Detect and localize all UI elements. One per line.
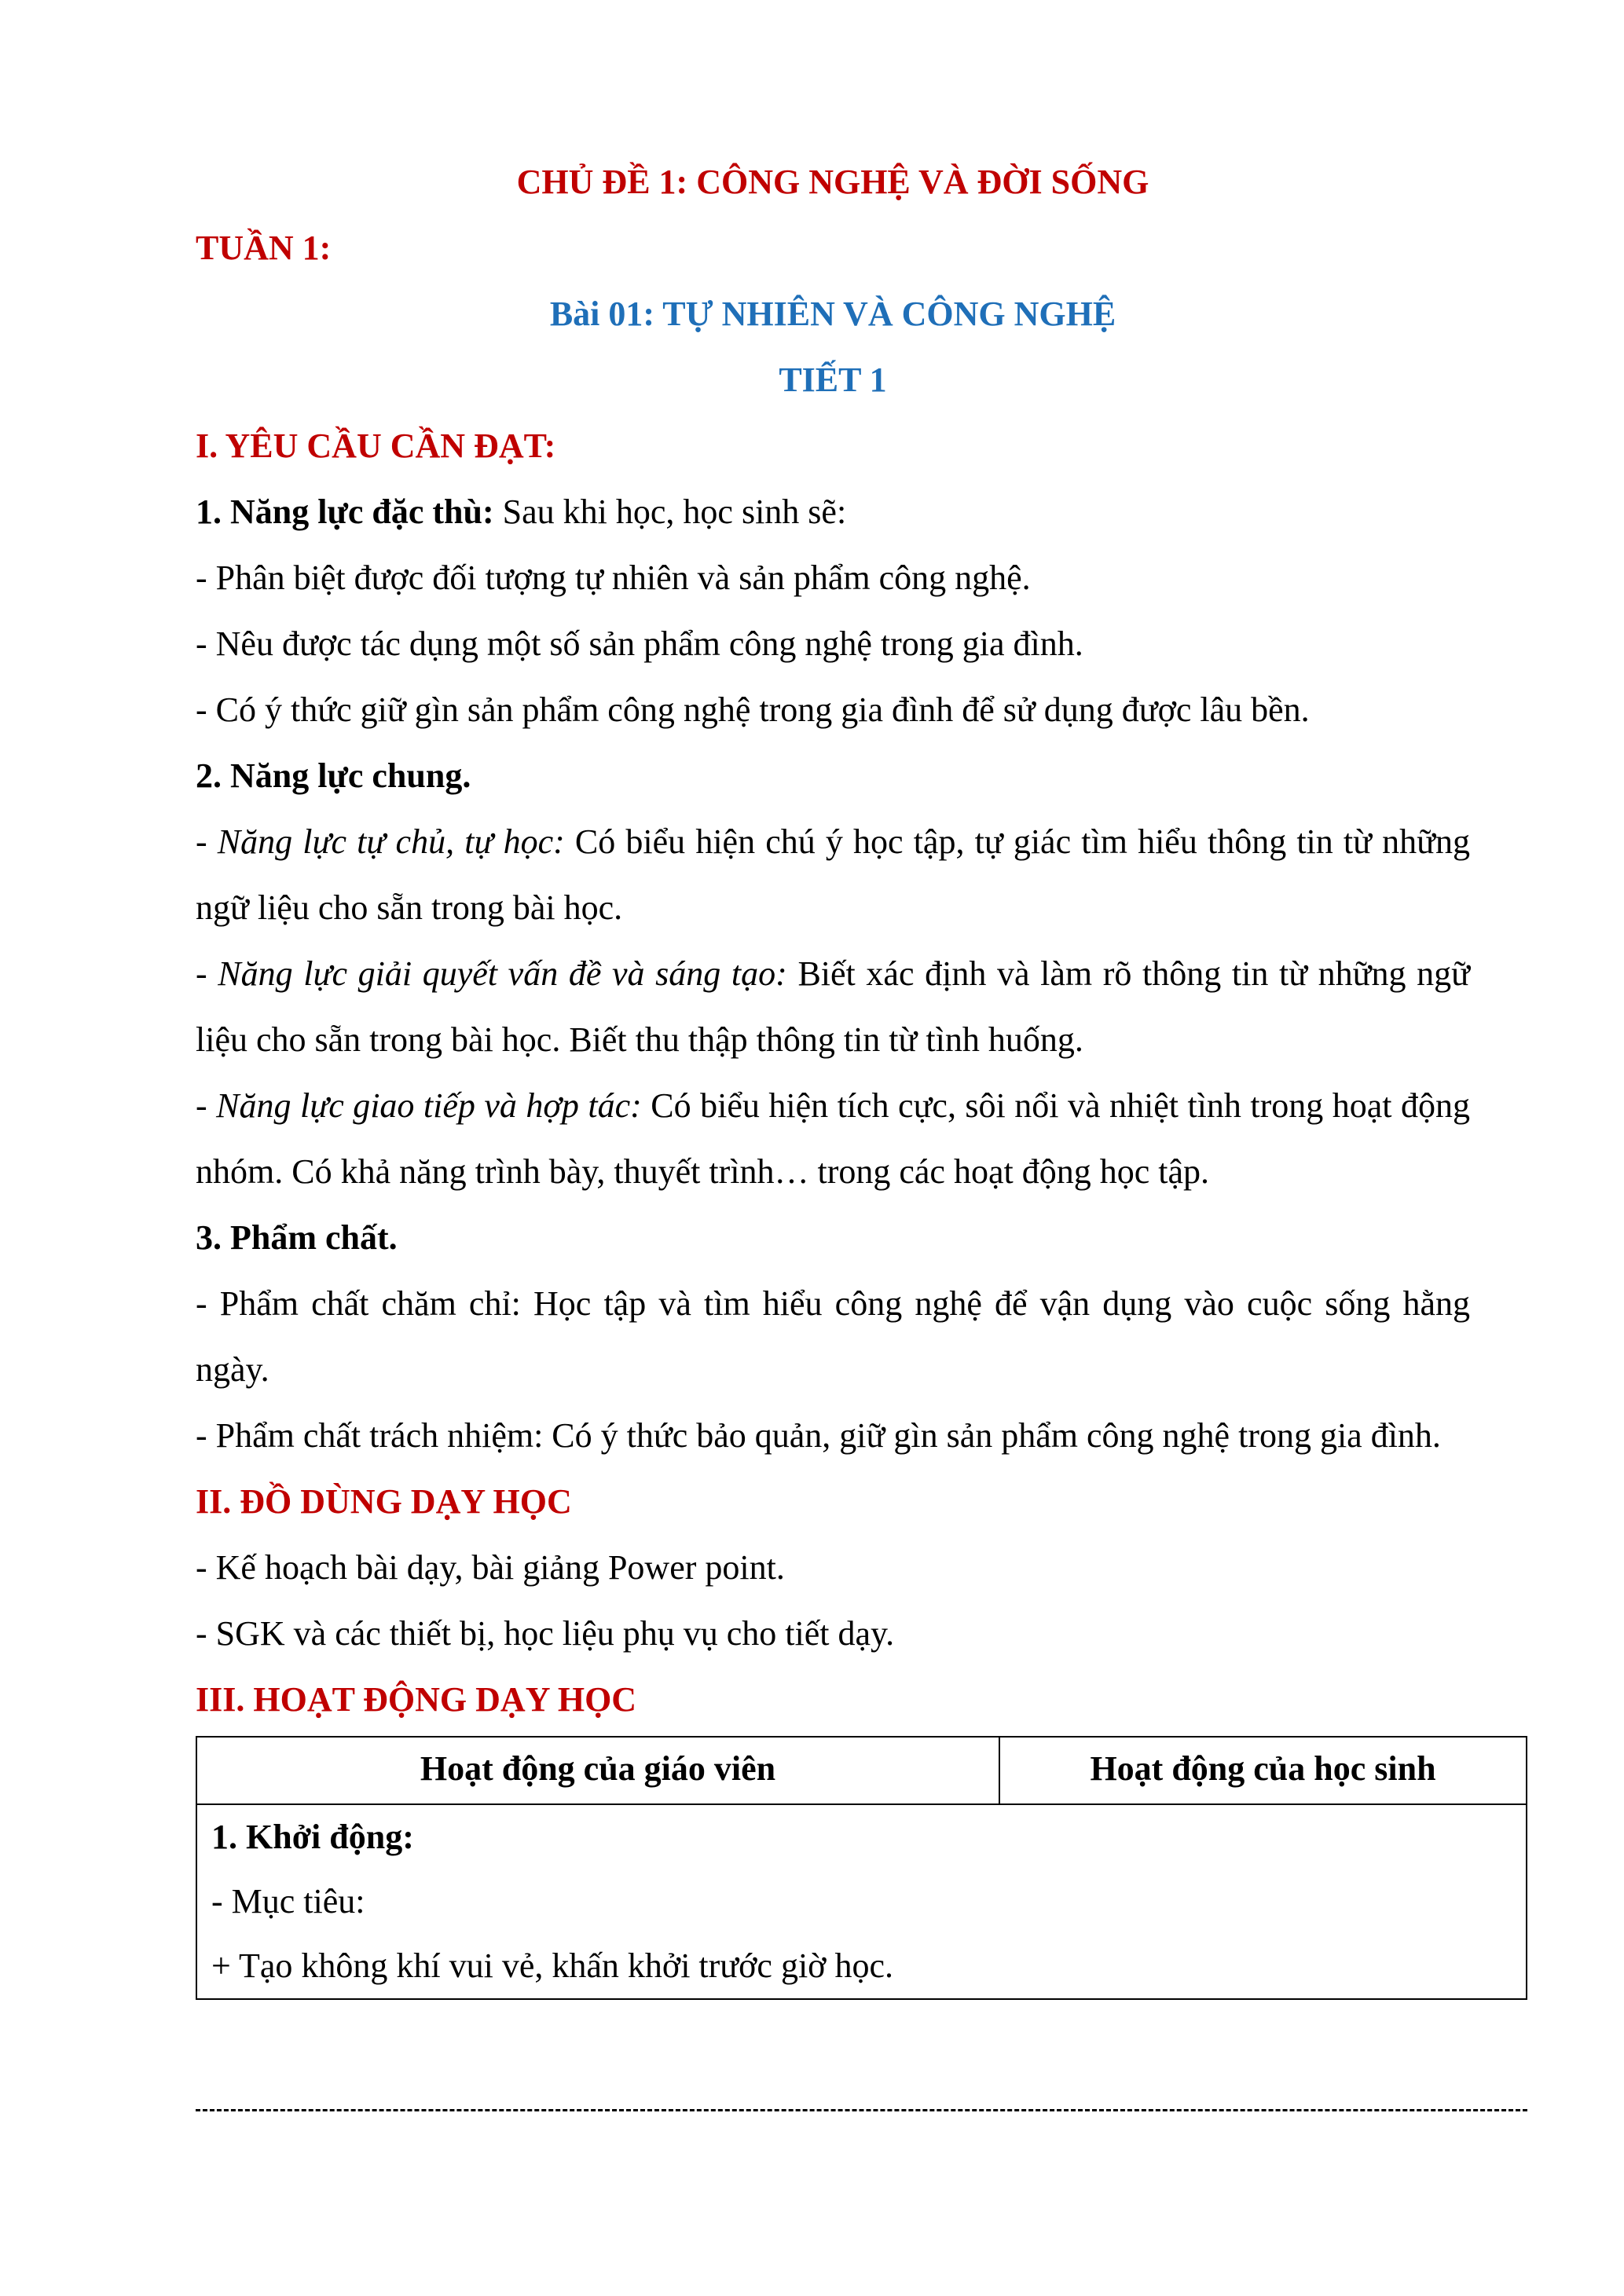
competence-name: Năng lực giao tiếp và hợp tác: [216,1086,642,1125]
specific-competence [196,479,1470,545]
section-2-heading: II. ĐỒ DÙNG DẠY HỌC [196,1482,572,1521]
lesson-title: Bài 01: TỰ NHIÊN VÀ CÔNG NGHỆ [549,295,1116,333]
dash: - [196,1086,217,1125]
page-cut-line [196,2109,1527,2111]
general-competence-item [196,809,1470,941]
general-competence-item [196,1073,1470,1205]
warmup-line: - Mục tiêu: [211,1882,365,1921]
dash: - [196,954,218,993]
competence-text: Biết xác định và làm rõ thông tin từ những ngữ liệu cho sẵn trong bài học. Biết thu thập thông tin từ tình huống. [196,954,1471,1059]
competence-name: Năng lực tự chủ, tự học: [217,822,565,861]
quality-item: - Phẩm chất trách nhiệm: Có ý thức bảo quản, giữ gìn sản phẩm công nghệ trong gia đình. [196,1416,1441,1455]
material-item: - SGK và các thiết bị, học liệu phụ vụ cho tiết dạy. [196,1614,895,1653]
specific-competence-item: - Có ý thức giữ gìn sản phẩm công nghệ trong gia đình để sử dụng được lâu bền. [196,690,1310,729]
section-3-heading: III. HOẠT ĐỘNG DẠY HỌC [196,1680,637,1719]
table-row [196,1804,1527,1999]
section-1-heading: I. YÊU CẦU CẦN ĐẠT: [196,427,556,465]
material-item: - Kế hoạch bài dạy, bài giảng Power point. [196,1548,785,1587]
topic-title: CHỦ ĐỀ 1: CÔNG NGHỆ VÀ ĐỜI SỐNG [516,163,1149,201]
general-competence-item [196,941,1470,1073]
specific-competence-item: - Phân biệt được đối tượng tự nhiên và sản phẩm công nghệ. [196,558,1031,597]
competence-text: Có biểu hiện chú ý học tập, tự giác tìm hiểu thông tin từ những ngữ liệu cho sẵn trong bài học. [196,822,1470,927]
quality-item: - Phẩm chất chăm chỉ: Học tập và tìm hiểu công nghệ để vận dụng vào cuộc sống hằng ngày. [196,1284,1470,1389]
competence-text: Có biểu hiện tích cực, sôi nổi và nhiệt tình trong hoạt động nhóm. Có khả năng trình bày, thuyết trình… trong các hoạt động học tập. [196,1086,1470,1191]
period-label: TIẾT 1 [779,361,887,399]
specific-competence-item: - Nêu được tác dụng một số sản phẩm công nghệ trong gia đình. [196,624,1083,663]
warmup-cell [196,1804,1527,1999]
table-header-row [196,1737,1527,1804]
student-column-header: Hoạt động của học sinh [999,1737,1527,1804]
warmup-line: + Tạo không khí vui vẻ, khấn khởi trước giờ học. [211,1946,893,1985]
dash: - [196,822,218,861]
specific-competence-label: 1. Năng lực đặc thù: [196,493,494,531]
general-competence-heading: 2. Năng lực chung. [196,756,471,795]
teacher-column-header: Hoạt động của giáo viên [196,1737,999,1804]
document-body [196,149,1470,2000]
specific-competence-lead: Sau khi học, học sinh sẽ: [493,493,847,531]
week-label: TUẦN 1: [196,229,332,267]
warmup-heading: 1. Khởi động: [211,1818,414,1856]
competence-name: Năng lực giải quyết vấn đề và sáng tạo: [218,954,787,993]
activity-table [196,1736,1527,2000]
quality-heading: 3. Phẩm chất. [196,1218,398,1257]
